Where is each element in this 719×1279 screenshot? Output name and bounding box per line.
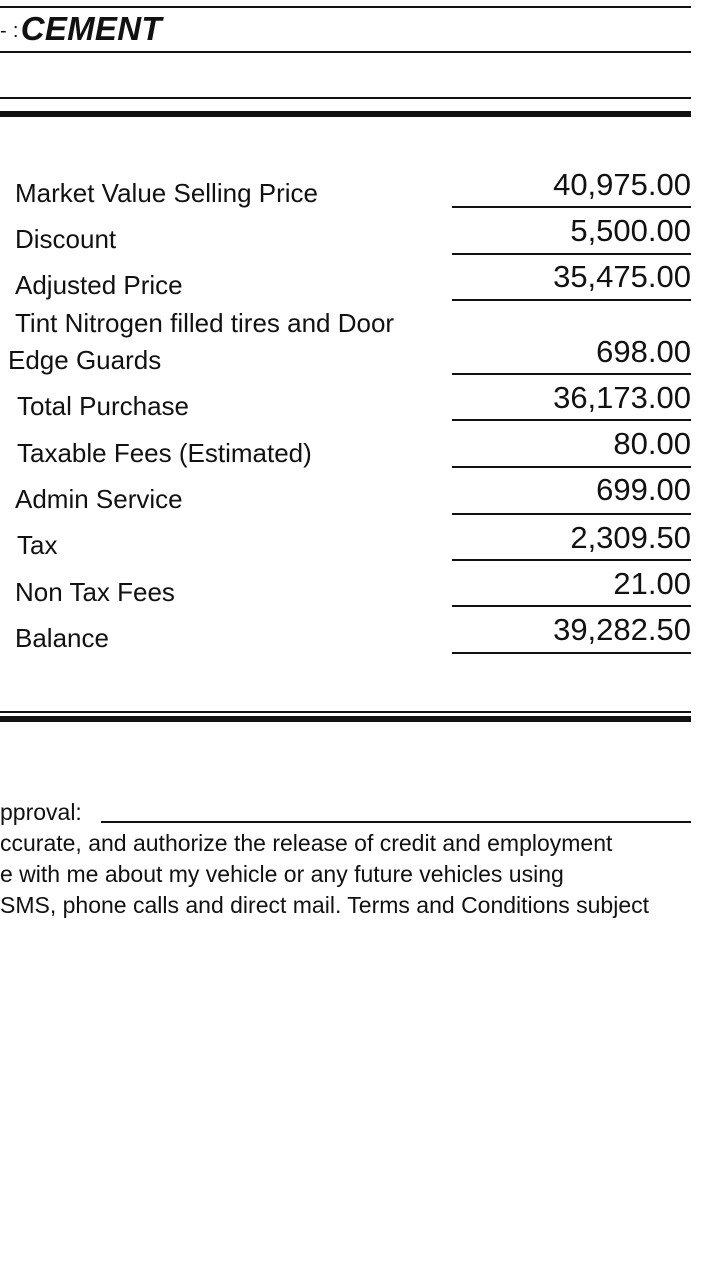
section-title — [0, 10, 162, 48]
item-underline — [452, 373, 691, 375]
item-label-balance: Balance — [15, 623, 109, 653]
item-value-non-tax-fees: 21.00 — [613, 566, 691, 601]
disclaimer-line-2: e with me about my vehicle or any future vehicles using — [0, 861, 564, 887]
rule-thin — [0, 97, 691, 99]
section-title-text: CEMENT — [20, 10, 162, 47]
item-label-market-value: Market Value Selling Price — [15, 178, 318, 208]
item-underline — [452, 513, 691, 515]
item-underline — [452, 652, 691, 654]
disclaimer-line-1: ccurate, and authorize the release of credit and employment — [0, 830, 613, 856]
item-underline — [452, 559, 691, 561]
item-underline — [452, 466, 691, 468]
title-rule — [0, 51, 691, 53]
item-value-market-value: 40,975.00 — [553, 167, 691, 202]
rule-thick — [0, 111, 691, 117]
bottom-rule-thin — [0, 711, 691, 713]
item-value-tax: 2,309.50 — [570, 520, 691, 555]
item-label-admin-service: Admin Service — [15, 484, 183, 514]
item-value-adjusted-price: 35,475.00 — [553, 259, 691, 294]
item-value-total-purchase: 36,173.00 — [553, 380, 691, 415]
item-value-admin-service: 699.00 — [596, 472, 691, 507]
section-title-prefix: - : — [0, 19, 19, 42]
item-value-discount: 5,500.00 — [570, 213, 691, 248]
item-label-tax: Tax — [17, 530, 58, 560]
item-value-balance: 39,282.50 — [553, 612, 691, 647]
item-underline — [452, 206, 691, 208]
item-label-tint-line1: Tint Nitrogen filled tires and Door — [15, 308, 395, 338]
item-underline — [452, 419, 691, 421]
item-label-total-purchase: Total Purchase — [17, 391, 189, 421]
approval-signature-line[interactable] — [101, 821, 691, 823]
item-label-non-tax-fees: Non Tax Fees — [15, 577, 175, 607]
item-label-taxable-fees: Taxable Fees (Estimated) — [17, 438, 312, 468]
item-label-tint-line2: Edge Guards — [8, 345, 162, 375]
item-value-taxable-fees: 80.00 — [613, 426, 691, 461]
item-underline — [452, 299, 691, 301]
approval-label: pproval: — [0, 799, 82, 825]
item-value-tint: 698.00 — [596, 334, 691, 369]
item-label-adjusted-price: Adjusted Price — [15, 270, 183, 300]
bottom-rule-thick — [0, 716, 691, 722]
item-underline — [452, 253, 691, 255]
item-underline — [452, 605, 691, 607]
disclaimer-line-3: SMS, phone calls and direct mail. Terms and Conditions subject — [0, 892, 650, 918]
top-rule — [0, 6, 691, 8]
item-label-discount: Discount — [15, 224, 117, 254]
